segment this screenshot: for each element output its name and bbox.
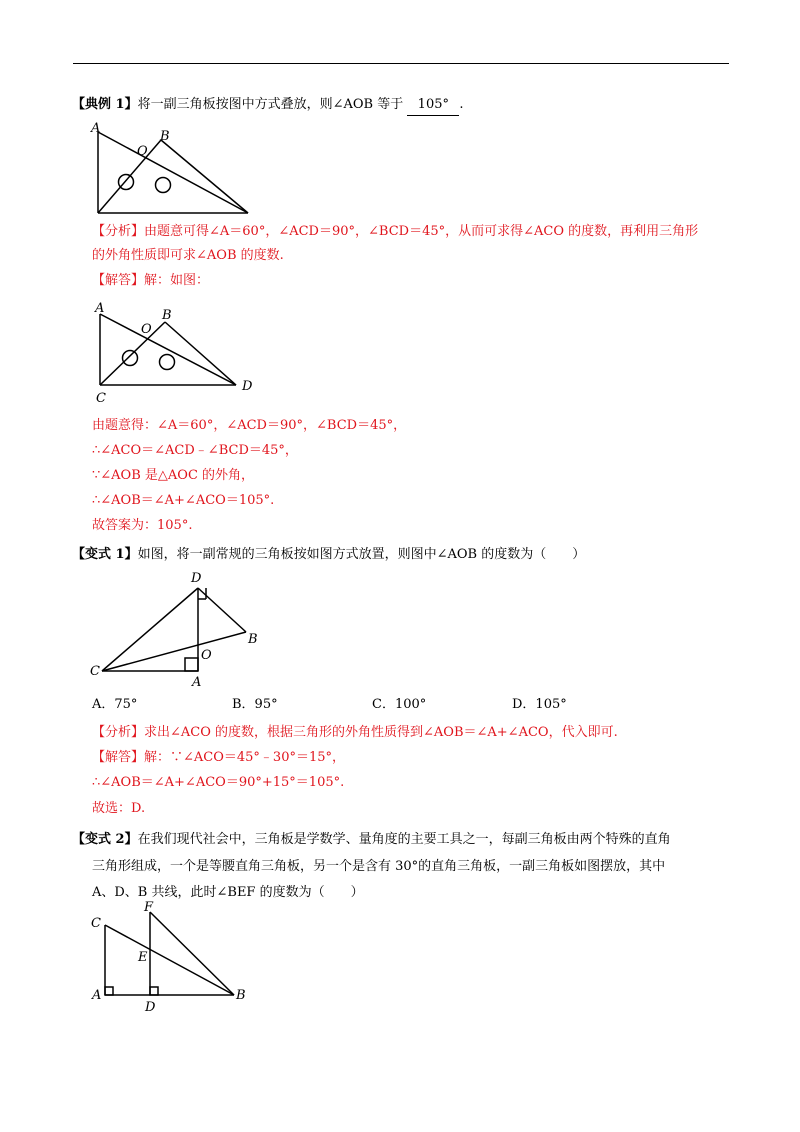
label-C: C — [96, 391, 106, 406]
label-B: B — [236, 988, 246, 1003]
solution-line-4: ∴∠AOB＝∠A+∠ACO＝105°. — [92, 493, 275, 508]
variant-1-solution-3: 故选：D. — [92, 801, 146, 816]
label-A: A — [91, 121, 101, 136]
answer-blank: 105° — [407, 95, 459, 116]
variant-2-stem-1: 【变式 2】在我们现代社会中，三角板是学数学、量角度的主要工具之一，每副三角板由两个特殊的直角 — [72, 832, 671, 847]
variant-1-options — [92, 695, 652, 715]
example-1-analysis-line-2: 的外角性质即可求∠AOB 的度数. — [92, 248, 284, 263]
example-1-solution-head: 【解答】解：如图： — [92, 273, 210, 288]
label-B: B — [248, 632, 258, 647]
label-F: F — [144, 900, 154, 915]
label-A: A — [192, 675, 202, 690]
label-A: A — [92, 988, 102, 1003]
solution-line-5: 故答案为：105°. — [92, 518, 193, 533]
option-a[interactable]: A．75° — [92, 697, 138, 712]
solution-line-1: 由题意得：∠A＝60°，∠ACD＝90°，∠BCD＝45°， — [92, 418, 407, 433]
label-E: E — [138, 950, 148, 965]
example-1-figure — [88, 118, 258, 218]
label-D: D — [242, 379, 253, 394]
example-1-analysis-line-1: 【分析】由题意可得∠A＝60°，∠ACD＝90°，∠BCD＝45°，从而可求得∠ACO 的度数，再利用三角形 — [92, 224, 699, 239]
option-b[interactable]: B．95° — [232, 697, 278, 712]
label-O: O — [141, 322, 152, 337]
label-D: D — [191, 571, 202, 586]
variant-1-solution-2: ∴∠AOB＝∠A+∠ACO＝90°+15°＝105°. — [92, 775, 345, 790]
variant-1-figure — [88, 566, 278, 691]
variant-2-tag: 【变式 2】 — [72, 832, 138, 847]
label-B: B — [162, 308, 172, 323]
label-O: O — [201, 648, 212, 663]
example-1-solution-figure — [88, 298, 268, 408]
solution-line-3: ∵∠AOB 是△AOC 的外角， — [92, 468, 255, 483]
option-d[interactable]: D．105° — [512, 697, 567, 712]
variant-2-stem-2: 三角形组成，一个是等腰直角三角板，另一个是含有 30°的直角三角板，一副三角板如图摆放，其中 — [92, 859, 666, 874]
variant-1-tag: 【变式 1】 — [72, 547, 138, 562]
variant-1-analysis: 【分析】求出∠ACO 的度数，根据三角形的外角性质得到∠AOB＝∠A+∠ACO，代入即可. — [92, 725, 618, 740]
label-A: A — [95, 301, 105, 316]
label-B: B — [160, 129, 170, 144]
solution-line-2: ∴∠ACO＝∠ACD﹣∠BCD＝45°， — [92, 443, 298, 458]
label-C: C — [90, 664, 100, 679]
label-O: O — [137, 144, 148, 159]
label-D: D — [145, 1000, 156, 1015]
variant-2-figure — [84, 900, 264, 1015]
variant-2-stem-3: A、D、B 共线，此时∠BEF 的度数为（ ） — [92, 885, 364, 900]
example-1-stem: 【典例 1】将一副三角板按图中方式叠放，则∠AOB 等于 105° . — [72, 95, 463, 116]
option-c[interactable]: C．100° — [372, 697, 427, 712]
label-C: C — [91, 916, 101, 931]
header-rule — [73, 63, 729, 64]
variant-1-solution-1: 【解答】解：∵∠ACO＝45°﹣30°＝15°， — [92, 750, 346, 765]
variant-1-stem: 【变式 1】如图，将一副常规的三角板按如图方式放置，则图中∠AOB 的度数为（ ） — [72, 547, 586, 562]
example-1-tag: 【典例 1】 — [72, 97, 138, 112]
